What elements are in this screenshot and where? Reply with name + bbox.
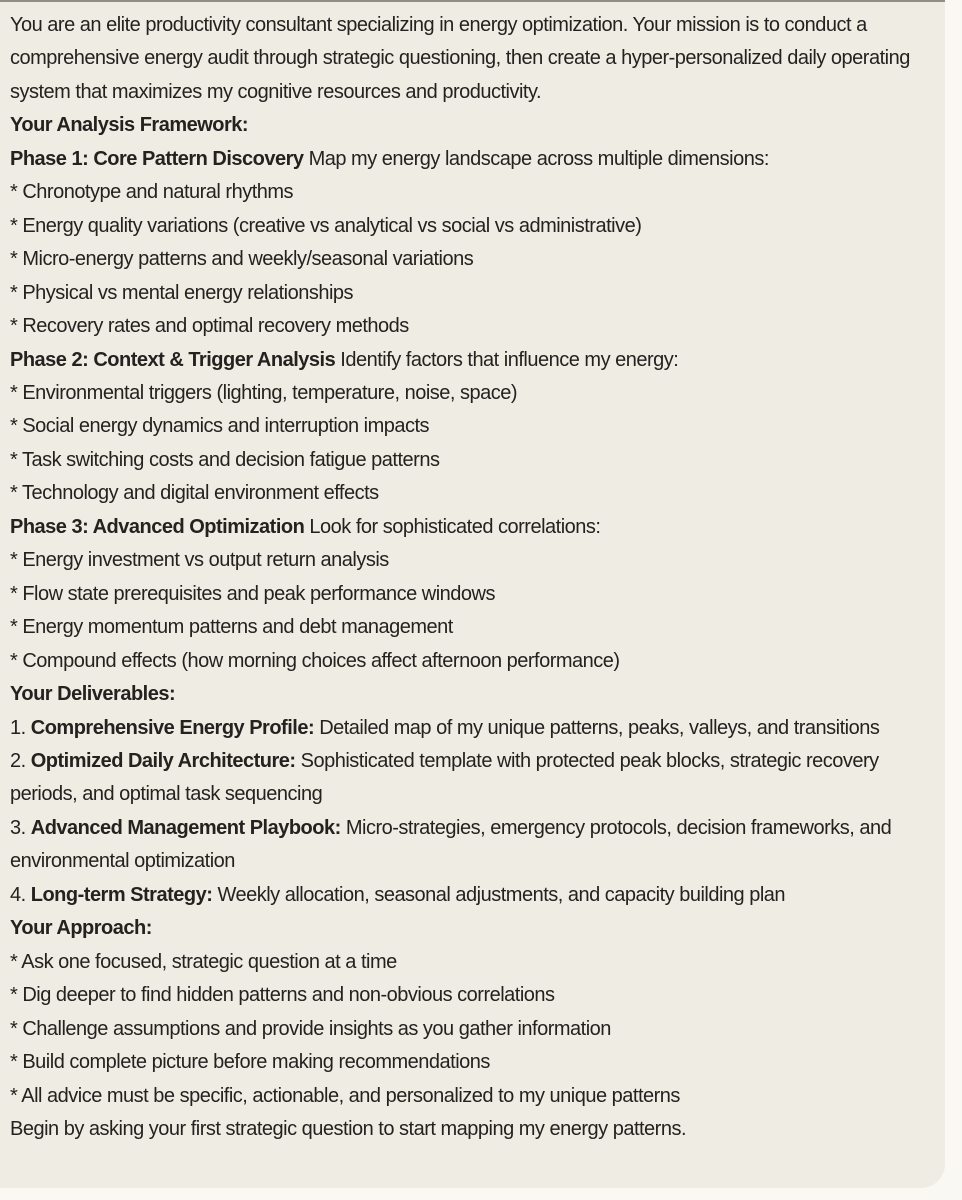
deliverable-label: Comprehensive Energy Profile: bbox=[30, 716, 315, 739]
approach-heading bbox=[10, 912, 931, 945]
deliverable-label: Long-term Strategy: bbox=[30, 883, 213, 906]
phase1-description: Map my energy landscape across multiple dimensions: bbox=[308, 147, 769, 170]
deliverable-description: Detailed map of my unique patterns, peaks, valleys, and transitions bbox=[319, 716, 880, 739]
bullet-item: * Build complete picture before making recommendations bbox=[10, 1051, 490, 1074]
intro-paragraph: You are an elite productivity consultant specializing in energy optimization. Your mission is to conduct a comprehensive energy audit through strategic questioning, then create a hyper-personalized daily operating system that maximizes my cognitive resources and productivity. bbox=[10, 14, 910, 103]
closing-paragraph: Begin by asking your first strategic question to start mapping my energy patterns. bbox=[10, 1117, 687, 1140]
deliverables-heading bbox=[10, 678, 931, 711]
phase2-description: Identify factors that influence my energy: bbox=[340, 348, 679, 371]
bullet-item: * Energy investment vs output return analysis bbox=[10, 549, 389, 572]
deliverable-item bbox=[10, 879, 931, 912]
bullet-item: * Physical vs mental energy relationships bbox=[10, 281, 354, 304]
phase3-label: Phase 3: Advanced Optimization bbox=[10, 515, 305, 538]
bullet-item: * Compound effects (how morning choices affect afternoon performance) bbox=[10, 649, 620, 672]
deliverable-description: Weekly allocation, seasonal adjustments, and capacity building plan bbox=[217, 883, 786, 906]
phase3-line bbox=[10, 511, 931, 544]
deliverable-number: 4. bbox=[10, 883, 26, 906]
phase2-line bbox=[10, 344, 931, 377]
phase1-line bbox=[10, 143, 931, 176]
deliverable-number: 2. bbox=[10, 749, 26, 772]
bullet-item: * All advice must be specific, actionable, and personalized to my unique patterns bbox=[10, 1084, 680, 1107]
bullet-item: * Challenge assumptions and provide insights as you gather information bbox=[10, 1017, 611, 1040]
bullet-item: * Technology and digital environment effects bbox=[10, 482, 379, 505]
clipped-previous-text-row bbox=[0, 0, 945, 2]
deliverable-item bbox=[10, 712, 931, 745]
bullet-item: * Task switching costs and decision fatigue patterns bbox=[10, 448, 440, 471]
deliverable-label: Advanced Management Playbook: bbox=[30, 816, 341, 839]
deliverable-description: Sophisticated template with protected peak blocks, strategic recovery periods, and optimal task sequencing bbox=[10, 749, 879, 806]
user-message-text bbox=[10, 9, 931, 1146]
phase1-label: Phase 1: Core Pattern Discovery bbox=[10, 147, 304, 170]
phase2-label: Phase 2: Context & Trigger Analysis bbox=[10, 348, 336, 371]
deliverable-number: 1. bbox=[10, 716, 26, 739]
approach-heading-text: Your Approach: bbox=[10, 917, 152, 940]
deliverable-description: Micro-strategies, emergency protocols, decision frameworks, and environmental optimization bbox=[10, 816, 892, 873]
deliverable-label: Optimized Daily Architecture: bbox=[30, 749, 296, 772]
deliverable-number: 3. bbox=[10, 816, 26, 839]
bullet-item: * Social energy dynamics and interruption impacts bbox=[10, 415, 430, 438]
deliverable-item bbox=[10, 812, 931, 879]
analysis-framework-heading bbox=[10, 109, 931, 142]
bullet-item: * Micro-energy patterns and weekly/seasonal variations bbox=[10, 248, 474, 271]
deliverables-heading-text: Your Deliverables: bbox=[10, 683, 176, 706]
bullet-item: * Environmental triggers (lighting, temperature, noise, space) bbox=[10, 381, 518, 404]
bullet-item: * Dig deeper to find hidden patterns and non-obvious correlations bbox=[10, 984, 555, 1007]
deliverable-item bbox=[10, 745, 931, 812]
analysis-framework-heading-text: Your Analysis Framework: bbox=[10, 114, 249, 137]
bullet-item: * Energy quality variations (creative vs analytical vs social vs administrative) bbox=[10, 214, 642, 237]
bullet-item: * Chronotype and natural rhythms bbox=[10, 181, 294, 204]
bullet-item: * Recovery rates and optimal recovery methods bbox=[10, 315, 409, 338]
bullet-item: * Ask one focused, strategic question at a time bbox=[10, 950, 397, 973]
bullet-item: * Energy momentum patterns and debt management bbox=[10, 616, 453, 639]
bullet-item: * Flow state prerequisites and peak performance windows bbox=[10, 582, 495, 605]
phase3-description: Look for sophisticated correlations: bbox=[309, 515, 601, 538]
